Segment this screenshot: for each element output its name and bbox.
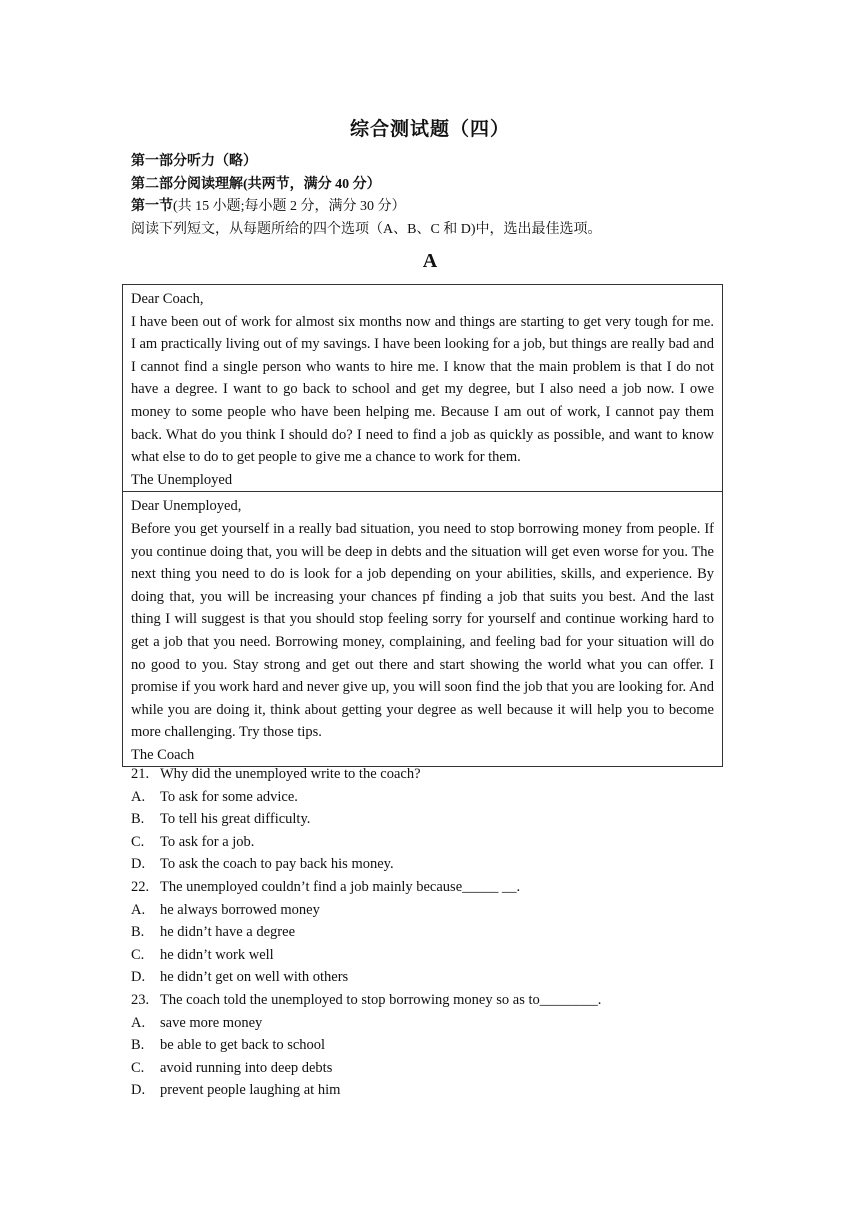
question-text: The coach told the unemployed to stop borrowing money so as to________. [160, 991, 602, 1008]
option [131, 944, 731, 967]
option-label: A. [131, 1014, 146, 1031]
option-label: C. [131, 946, 145, 963]
option [131, 786, 731, 809]
section-one-detail: (共 15 小题;每小题 2 分，满分 30 分） [173, 199, 406, 214]
option-text: avoid running into deep debts [160, 1059, 333, 1076]
page-title: 综合测试题（四） [349, 119, 510, 140]
option-text: To ask for a job. [160, 833, 255, 850]
option-text: save more money [160, 1014, 263, 1031]
letter-from-unemployed [123, 285, 722, 491]
part-one-heading: 第一部分听力（略） [131, 154, 257, 169]
section-one-heading [131, 196, 731, 219]
letter-body: Before you get yourself in a really bad situation, you need to stop borrowing money from people. If you continue doing that, you will be deep in debts and the situation will get even worse for you. The next thing you need to do is look for a job depending on your abilities, skills, and experience. By doing that, you will be increasing your chances pf finding a job that suits you best. And the last thing I will suggest is that you should stop feeling sorry for yourself and continue working hard to get a job that you need. Borrowing money, complaining, and feeling bad for your situation will do no good to you. Stay strong and get out there and start showing the world what you can offer. I promise if you work hard and never give up, you will soon find the job that you are looking for. And while you are doing it, think about getting your degree as well because it will help you to become more challenging. Try those tips. [131, 520, 714, 741]
question [131, 763, 731, 786]
option [131, 966, 731, 989]
option-label: D. [131, 1082, 146, 1099]
option-text: To tell his great difficulty. [160, 811, 311, 828]
option [131, 853, 731, 876]
option-label: D. [131, 969, 146, 986]
instructions [131, 151, 731, 241]
letter-signature: The Unemployed [131, 471, 233, 488]
option [131, 921, 731, 944]
option-label: B. [131, 811, 145, 828]
section-one-label: 第一节 [131, 199, 173, 214]
letter-greeting: Dear Unemployed, [131, 498, 242, 515]
option-label: B. [131, 924, 145, 941]
option-text: he always borrowed money [160, 901, 320, 918]
question-number: 23. [131, 991, 150, 1008]
option-label: D. [131, 856, 146, 873]
option-label: C. [131, 1059, 145, 1076]
option-text: To ask the coach to pay back his money. [160, 856, 394, 873]
question [131, 876, 731, 899]
option-label: B. [131, 1037, 145, 1054]
option-text: prevent people laughing at him [160, 1082, 341, 1099]
option [131, 1079, 731, 1102]
letter-body: I have been out of work for almost six months now and things are starting to get very tough for me. I am practically living out of my savings. I have been looking for a job, but things are really bad and I cannot find a single person who wants to hire me. I know that the main problem is that I do not have a degree. I want to go back to school and get my degree, but I also need a job now. I owe money to some people who have been helping me. Because I am out of work, I cannot pay them back. What do you think I should do? I need to find a job as quickly as possible, and want to know what else to do to get people to give me a chance to work for them. [131, 313, 714, 466]
option-label: A. [131, 788, 146, 805]
question-text: The unemployed couldn’t find a job mainly because_____ __. [160, 878, 521, 895]
letter-greeting: Dear Coach, [131, 291, 204, 307]
option [131, 899, 731, 922]
option-text: be able to get back to school [160, 1037, 326, 1054]
option [131, 1034, 731, 1057]
question-number: 22. [131, 878, 150, 895]
question-number: 21. [131, 766, 150, 782]
option-label: C. [131, 833, 145, 850]
option-text: he didn’t get on well with others [160, 969, 349, 986]
option-text: he didn’t have a degree [160, 924, 296, 941]
question-list [131, 763, 731, 1102]
passage-letter: A [422, 250, 438, 272]
option-text: To ask for some advice. [160, 788, 298, 805]
letter-from-coach [123, 491, 722, 766]
option-text: he didn’t work well [160, 946, 274, 963]
option [131, 1012, 731, 1035]
option [131, 1057, 731, 1080]
question-text: Why did the unemployed write to the coach? [160, 766, 421, 782]
reading-instruction: 阅读下列短文，从每题所给的四个选项（A、B、C 和 D)中，选出最佳选项。 [131, 221, 602, 237]
passage-box [122, 284, 723, 767]
question [131, 989, 731, 1012]
option-label: A. [131, 901, 146, 918]
letter-signature: The Coach [131, 746, 195, 763]
part-two-heading: 第二部分阅读理解(共两节，满分 40 分） [131, 176, 381, 192]
option [131, 808, 731, 831]
option [131, 831, 731, 854]
